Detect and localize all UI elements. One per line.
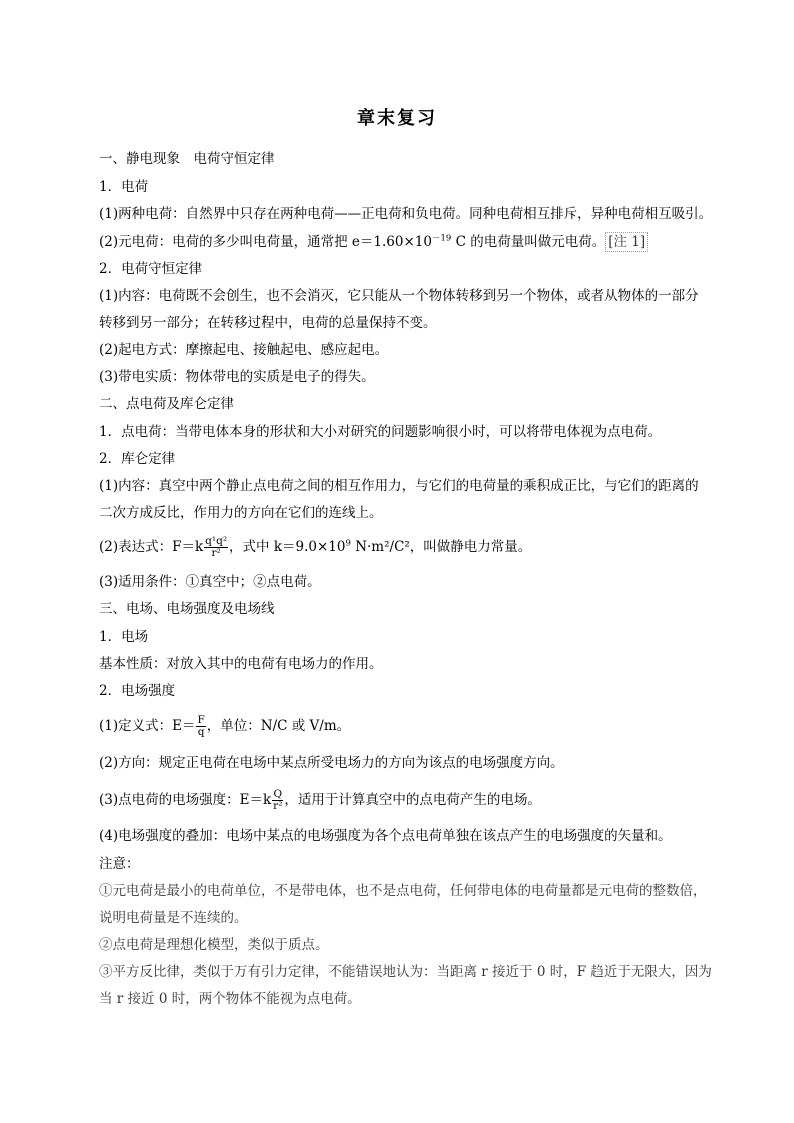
paragraph-elementary-charge: (2)元电荷：电荷的多少叫电荷量，通常把 $e=1.60\times 10^{-19}$ C 的电荷量叫做元电荷。 [注 1] [99, 232, 739, 252]
page-title: 章末复习 [357, 108, 437, 129]
section-1-heading: 一、静电现象 电荷守恒定律 [99, 151, 275, 167]
note-item-continued: 当 r 接近 0 时，两个物体不能视为点电荷。 [99, 991, 361, 1007]
paragraph: (2)起电方式：摩擦起电、接触起电、感应起电。 [99, 342, 389, 358]
section-3-sub-2: 2．电场强度 [99, 683, 176, 699]
paragraph-continued: 转移到另一部分；在转移过程中，电荷的总量保持不变。 [99, 315, 437, 331]
fraction: $\frac{\text{q¹q²}}{\text{r²}}$ [205, 535, 228, 559]
section-1-sub-2: 2．电荷守恒定律 [99, 261, 203, 277]
paragraph: 1．点电荷：当带电体本身的形状和大小对研究的问题影响很小时，可以将带电体视为点电荷。 [99, 424, 662, 440]
section-2-sub-2: 2．库仑定律 [99, 451, 176, 467]
paragraph-point-charge-field: (3)点电荷的电场强度：E＝k $\frac{Q}{\text{r²}}$ ，适用于计算真空中的点电荷产生的电场。 [99, 788, 541, 812]
paragraph: (3)适用条件：①真空中；②点电荷。 [99, 574, 321, 590]
paragraph: (2)方向：规定正电荷在电场中某点所受电场力的方向为该点的电场强度方向。 [99, 755, 564, 771]
paragraph-coulomb-formula: (2)表达式：F＝k $\frac{\text{q¹q²}}{\text{r²}}$ ，式中 $k=9.0\times 10^9$ N·m²/C²，叫做静电力常量。 [99, 535, 532, 559]
paragraph-field-definition: (1)定义式：E＝ $\frac{F}{q}$ ，单位：N/C 或 V/m。 [99, 714, 351, 738]
footnote-marker[interactable]: [注 1] [605, 232, 648, 252]
note-item: ①元电荷是最小的电荷单位，不是带电体，也不是点电荷，任何带电体的电荷量都是元电荷的整数倍， [99, 883, 707, 899]
notes-label: 注意： [99, 856, 140, 872]
paragraph: 基本性质：对放入其中的电荷有电场力的作用。 [99, 656, 383, 672]
note-item: ②点电荷是理想化模型，类似于质点。 [99, 937, 329, 953]
note-item-continued: 说明电荷量是不连续的。 [99, 910, 248, 926]
section-3-sub-1: 1．电场 [99, 629, 149, 645]
section-1-sub-1: 1．电荷 [99, 179, 149, 195]
paragraph: (1)内容：真空中两个静止点电荷之间的相互作用力，与它们的电荷量的乘积成正比，与它们的距离的 [99, 478, 699, 494]
note-item: ③平方反比律，类似于万有引力定律，不能错误地认为：当距离 r 接近于 0 时，F 趋近于无限大，因为 [99, 964, 712, 980]
section-2-heading: 二、点电荷及库仑定律 [99, 396, 234, 412]
section-3-heading: 三、电场、电场强度及电场线 [99, 601, 275, 617]
fraction: $\frac{Q}{\text{r²}}$ [273, 788, 283, 812]
fraction: $\frac{F}{q}$ [197, 714, 205, 738]
paragraph: (1)两种电荷：自然界中只存在两种电荷——正电荷和负电荷。同种电荷相互排斥，异种电荷相互吸引。 [99, 206, 713, 222]
paragraph: (3)带电实质：物体带电的实质是电子的得失。 [99, 369, 375, 385]
paragraph: (1)内容：电荷既不会创生，也不会消灭，它只能从一个物体转移到另一个物体，或者从物体的一部分 [99, 288, 699, 304]
paragraph: (4)电场强度的叠加：电场中某点的电场强度为各个点电荷单独在该点产生的电场强度的矢量和。 [99, 828, 672, 844]
paragraph-continued: 二次方成反比，作用力的方向在它们的连线上。 [99, 505, 383, 521]
